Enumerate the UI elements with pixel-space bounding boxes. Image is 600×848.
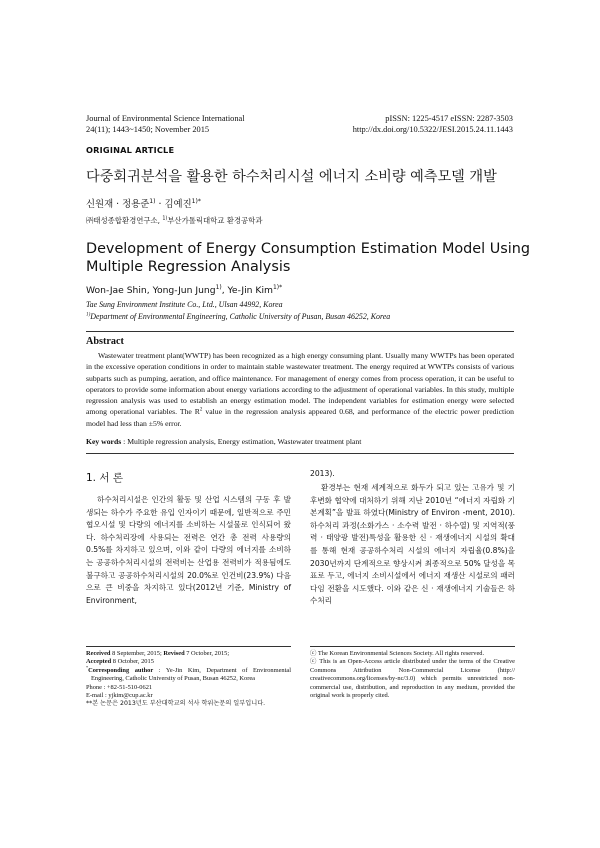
footnotes-right bbox=[310, 650, 515, 700]
affil-mark: 1)* bbox=[272, 283, 283, 291]
abstract-heading: Abstract bbox=[86, 336, 124, 347]
intro-paragraph-left: 하수처리시설은 인간의 활동 및 산업 시스템의 구동 후 발생되는 하수가 주요한 유입 인자이기 때문에, 일반적으로 주민 협오시설 및 다량의 에너지를 소비하는 시설물로 인식되어 왔다. 하수처리장에 사용되는 전력은 연간 총 전력 사용량의 0.5%를 차지하고 있으며, 이와 같이 다량의 에너지를 소비하는 공공하수처리시설의 전력비는 산업용 전력비가 적용됨에도 불구하고 공공하수처리시설의 20.0%로 인건비(23.9%) 다음으로 큰 비중을 차지하고 있다(2012년 기준, Ministry of Environment, bbox=[86, 495, 291, 605]
affil-ko-1: ㈜태성종합환경연구소, bbox=[86, 216, 163, 225]
section-heading: 1. 서 론 bbox=[86, 472, 123, 484]
title-korean: 다중회귀분석을 활용한 하수처리시설 에너지 소비량 예측모델 개발 bbox=[86, 169, 497, 185]
affil-ko-2: 부산가톨릭대학교 환경공학과 bbox=[167, 216, 263, 225]
email-link[interactable]: E-mail : yjkim@cup.ac.kr bbox=[86, 692, 153, 700]
abstract-text bbox=[86, 350, 514, 429]
divider bbox=[86, 453, 514, 454]
keywords-label: Key words bbox=[86, 437, 122, 446]
accepted-label: Accepted bbox=[86, 658, 112, 666]
affil-mark: 1) bbox=[149, 197, 156, 205]
authors-korean bbox=[86, 196, 201, 210]
authors-english bbox=[86, 285, 282, 296]
revised-date: 7 October, 2015; bbox=[184, 650, 230, 657]
intro-paragraph-right: 환경부는 현재 세계적으로 화두가 되고 있는 고유가 및 기후변화 협약에 대처하기 위해 지난 2010년 “에너지 자립화 기본계획”을 발표 하였다(Ministry of Environ -ment, 2010). 하수처리 과정(소화가스 · 소수력 발전 · 하수열) 및 지역적(풍력 · 태양광 발전)특성을 활용한 신 · 재생에너지 시설의 확대를 통해 현재 공공하수처리 시설의 에너지 자립율(0.8%)을 2030년까지 단계적으로 향상시켜 최종적으로 50% 달성을 목표로 두고, 에너지 소비시설에서 에너지 재생산 시설로의 패러다임 전환을 시도했다. 이와 같은 신 · 재생에너지 기술들은 하수처리 bbox=[310, 483, 515, 606]
r-squared-sup: 2 bbox=[199, 407, 203, 413]
footnote-rule-left bbox=[86, 646, 291, 647]
affiliation-korean bbox=[86, 215, 262, 226]
affiliation-english-1: Tae Sung Environment Institute Co., Ltd., Ulsan 44992, Korea bbox=[86, 300, 283, 309]
authors-english-names: Won-Jae Shin, Yong-Jun Jung bbox=[86, 285, 216, 296]
title-english-line2: Multiple Regression Analysis bbox=[86, 259, 291, 275]
intro-paragraph-right-start: 2013). bbox=[310, 469, 335, 478]
received-date: 8 September, 2015; bbox=[110, 650, 164, 657]
volume-info: 24(11); 1443~1450; November 2015 bbox=[86, 125, 210, 134]
authors-english-last: , Ye-Jin Kim bbox=[221, 285, 273, 296]
open-access-license: ⓒ This is an Open-Access article distributed under the terms of the Creative Commons Attribution Non-Commercial License (http:// creativecommons.org/licenses/by-nc/3.0) which permits unrestricted non-commercial use, distribution, and reproduction in any medium, provided the original work is properly cited. bbox=[310, 658, 515, 700]
thesis-note: **본 논문은 2013년도 부산대학교의 석사 학위논문의 일부입니다. bbox=[86, 700, 266, 708]
received-dates bbox=[86, 650, 291, 658]
authors-korean-last: · 김예진 bbox=[155, 199, 192, 210]
article-type: ORIGINAL ARTICLE bbox=[86, 145, 175, 155]
footnotes-left bbox=[86, 650, 291, 709]
phone: Phone : +82-51-510-0621 bbox=[86, 683, 153, 691]
star-mark: * bbox=[86, 664, 89, 670]
title-english bbox=[86, 240, 530, 276]
journal-name: Journal of Environmental Science International bbox=[86, 114, 245, 123]
keywords bbox=[86, 437, 361, 446]
corresponding-author bbox=[86, 664, 292, 684]
accepted-date-line bbox=[86, 658, 291, 666]
footnote-rule-right bbox=[310, 646, 515, 647]
affil-mark: 1) bbox=[162, 216, 168, 222]
issn: pISSN: 1225-4517 eISSN: 2287-3503 bbox=[385, 114, 513, 123]
accepted-date: 8 October, 2015 bbox=[111, 658, 154, 666]
revised-label: Revised bbox=[163, 650, 185, 657]
affil-mark: 1)* bbox=[191, 197, 201, 205]
abstract-body: Wastewater treatment plant(WWTP) has been recognized as a high energy consuming plant. Usually many WWTPs has been operated in the excessive operation conditions in order to maintain stable wastewater treatment. The energy required at WWTPs consists of various subparts such as pumping, aeration, and office maintenance. For management of energy comes from process operation, it can be useful to operators to provide some information about energy variations according to the adjustment of operational variables. In this study, multiple regression analysis was used to establish an energy estimation model. The independent variables for estimation energy were selected among operational variables. The R bbox=[86, 351, 514, 417]
keywords-list: : Multiple regression analysis, Energy estimation, Wastewater treatment plant bbox=[121, 437, 362, 446]
affiliation-english-2 bbox=[86, 312, 390, 321]
doi-link[interactable]: http://dx.doi.org/10.5322/JESI.2015.24.11.1443 bbox=[352, 125, 513, 134]
affil-mark: 1) bbox=[215, 283, 222, 291]
received-label: Received bbox=[86, 650, 111, 657]
copyright-society: ⓒ The Korean Environmental Sciences Society. All rights reserved. bbox=[310, 650, 485, 657]
affil-mark: 1) bbox=[86, 311, 91, 318]
abstract-body-end: value in the regression analysis appeared 0.68, and performance of the electric power prediction model had less than ±5% error. bbox=[86, 407, 514, 428]
corr-label: Corresponding author bbox=[88, 666, 154, 674]
authors-korean-names: 신원재 · 정용준 bbox=[86, 199, 150, 210]
corr-text: : Ye-Jin Kim, Department of Environmental Engineering, Catholic University of Pusan, Busan 46252, Korea bbox=[91, 666, 292, 683]
divider bbox=[86, 331, 514, 332]
title-english-line1: Development of Energy Consumption Estimation Model Using bbox=[86, 241, 531, 257]
affil-en-2-text: Department of Environmental Engineering, Catholic University of Pusan, Busan 46252, Korea bbox=[90, 312, 391, 321]
